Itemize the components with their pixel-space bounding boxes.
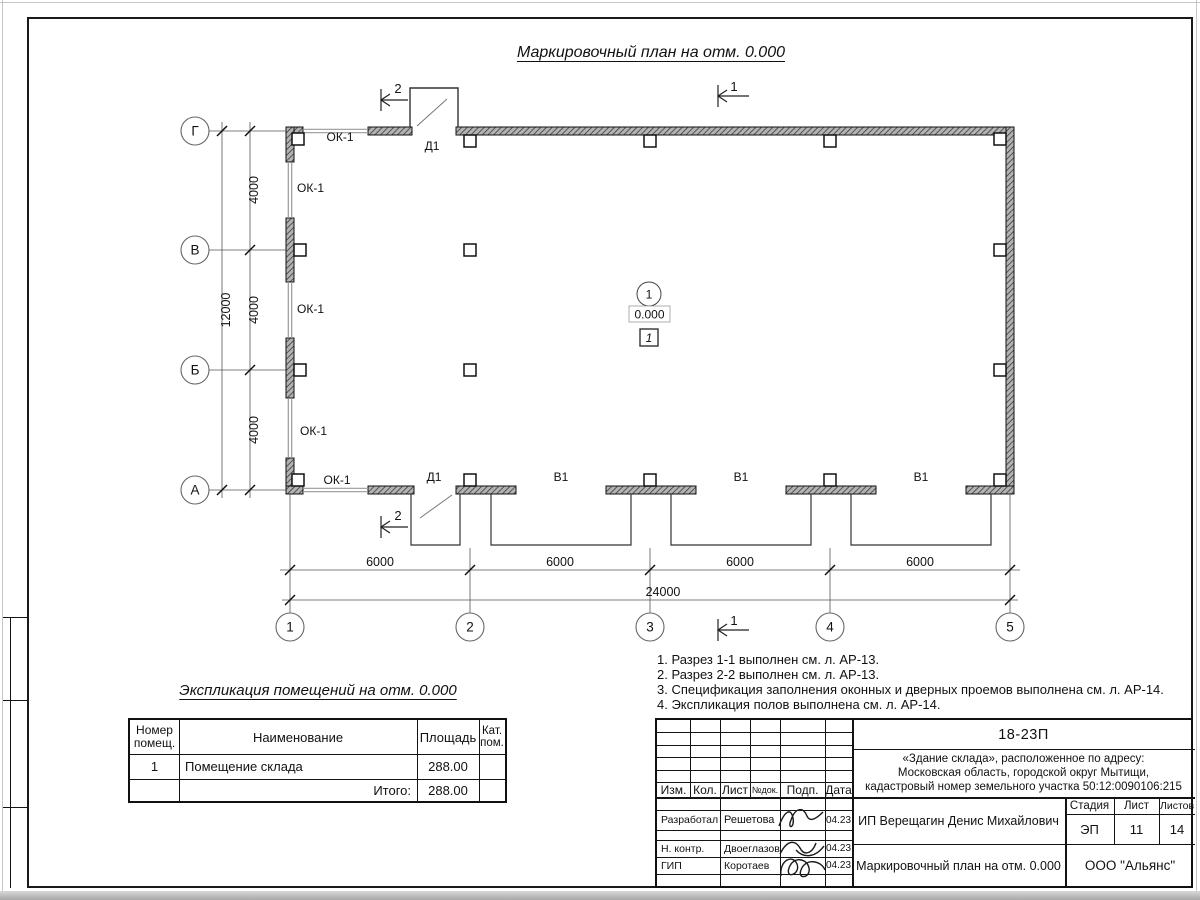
section-number: 1: [730, 79, 738, 94]
dim-label: 4000: [247, 416, 261, 444]
floor-type-number: 1: [645, 331, 653, 345]
window-mark: ОК-1: [326, 130, 354, 144]
dim-label: 6000: [366, 555, 394, 569]
stamp-grid-line: [657, 732, 852, 733]
table-total-label: Итого:: [373, 782, 411, 798]
sheets-value: 14: [1169, 821, 1185, 837]
project-line: кадастровый номер земельного участка 50:12:0090106:215: [865, 781, 1182, 793]
dim-label: 6000: [726, 555, 754, 569]
company-name: ООО "Альянс": [1084, 858, 1176, 873]
stamp-col-sign: Подп.: [786, 782, 819, 797]
axis-label-col: 5: [1006, 619, 1014, 635]
section-number: 1: [730, 613, 738, 628]
axis-label-row: Б: [190, 362, 200, 378]
axis-bubbles: [181, 117, 1024, 641]
document-number: 18-23П: [998, 726, 1049, 743]
note-line: 4. Экспликация полов выполнена см. л. АР-14.: [657, 697, 941, 712]
note-line: 3. Спецификация заполнения оконных и дверных проемов выполнена см. л. АР-14.: [657, 682, 1164, 697]
window-mark: ОК-1: [323, 473, 351, 487]
window-mark: ОК-1: [297, 302, 324, 316]
table-row-number: 1: [150, 759, 159, 774]
axis-label-col: 3: [646, 619, 654, 635]
table-header-area: Площадь: [419, 729, 477, 745]
gate-mark: В1: [553, 470, 569, 484]
dim-label: 6000: [906, 555, 934, 569]
window-mark: ОК-1: [297, 181, 324, 195]
door-mark: Д1: [424, 139, 440, 153]
room-number: 1: [645, 287, 653, 302]
stamp-role-date: 04.23: [825, 814, 852, 826]
dim-total-label: 12000: [219, 292, 233, 328]
table-header-name: Наименование: [252, 729, 344, 745]
window-mark: ОК-1: [300, 424, 327, 438]
plan-title: Маркировочный план на отм. 0.000: [516, 44, 785, 61]
axis-label-row: Г: [191, 123, 199, 139]
gate-mark: В1: [733, 470, 749, 484]
table-header-number: Номер помещ.: [133, 723, 176, 750]
stamp-col-kol: Кол.: [693, 782, 717, 797]
stamp-role-date: 04.23: [825, 860, 852, 871]
table-total-area: 288.00: [428, 782, 468, 798]
stamp-col-izm: Изм.: [660, 782, 687, 797]
sheet-edge-bottom: [0, 891, 1200, 900]
elevation-value: 0.000: [634, 307, 665, 322]
stamp-role-name: Двоеглазов: [724, 842, 780, 855]
stamp-role-label: Разработал: [661, 814, 719, 826]
vestibule-outline: [410, 88, 458, 127]
door-mark: Д1: [426, 470, 442, 484]
sheet-label: Лист: [1124, 799, 1149, 812]
stamp-col-date: Дата: [825, 782, 852, 797]
stamp-grid-line: [657, 757, 852, 758]
axis-label-col: 4: [826, 619, 834, 635]
gate-mark: В1: [913, 470, 929, 484]
project-line: «Здание склада», расположенное по адресу:: [902, 753, 1145, 765]
note-line: 2. Разрез 2-2 выполнен см. л. АР-13.: [657, 667, 880, 682]
dim-label: 6000: [546, 555, 574, 569]
margin-strip-divider: [3, 700, 27, 701]
axis-label-row: В: [190, 242, 200, 258]
note-line: 1. Разрез 1-1 выполнен см. л. АР-13.: [657, 652, 880, 667]
dim-label: 4000: [247, 176, 261, 204]
explication-title: Экспликация помещений на отм. 0.000: [179, 682, 457, 699]
table-row-name: Помещение склада: [185, 759, 303, 774]
stage-value: ЭП: [1080, 821, 1099, 837]
section-number: 2: [394, 81, 402, 96]
axis-label-col: 2: [466, 619, 474, 635]
dimension-ticks: [217, 126, 1015, 605]
table-header-category: Кат. пом.: [480, 725, 504, 749]
dimension-lines: [209, 122, 1020, 613]
signature: [777, 804, 825, 834]
table-row-area: 288.00: [428, 759, 468, 774]
gate-aprons: [411, 494, 991, 545]
title-block: [655, 718, 1193, 888]
door-leaf-bottom: [420, 495, 452, 518]
sheets-label: Листов: [1159, 799, 1195, 812]
sheet-value: 11: [1129, 821, 1144, 837]
stamp-role-label: ГИП: [661, 859, 682, 872]
notes-block: [657, 652, 1164, 712]
door-leaf-top: [417, 99, 447, 126]
client-name: ИП Верещагин Денис Михайлович: [858, 813, 1059, 828]
stamp-grid-line: [657, 770, 852, 771]
axis-label-col: 1: [286, 619, 294, 635]
dim-label: 4000: [247, 296, 261, 324]
stamp-role-date: 04.23: [825, 843, 852, 854]
stamp-col-doc: №док.: [751, 784, 779, 795]
stamp-role-label: Н. контр.: [661, 842, 705, 855]
stamp-drawing-title: Маркировочный план на отм. 0.000: [856, 858, 1061, 873]
axis-label-row: А: [190, 482, 200, 498]
section-number: 2: [394, 508, 402, 523]
stamp-grid-line: [657, 745, 852, 746]
project-description: [857, 750, 1190, 796]
project-line: Московская область, городской округ Мытищи,: [897, 767, 1150, 779]
explication-table: [128, 718, 507, 803]
stamp-role-name: Решетова: [724, 814, 775, 826]
stamp-col-list: Лист: [721, 782, 749, 797]
margin-strip-divider: [3, 807, 27, 808]
stamp-role-name: Коротаев: [724, 859, 770, 872]
dim-total-label: 24000: [645, 585, 681, 599]
stage-label: Стадия: [1069, 799, 1110, 812]
stamp-grid-line: [657, 797, 852, 799]
signature: [775, 850, 831, 888]
